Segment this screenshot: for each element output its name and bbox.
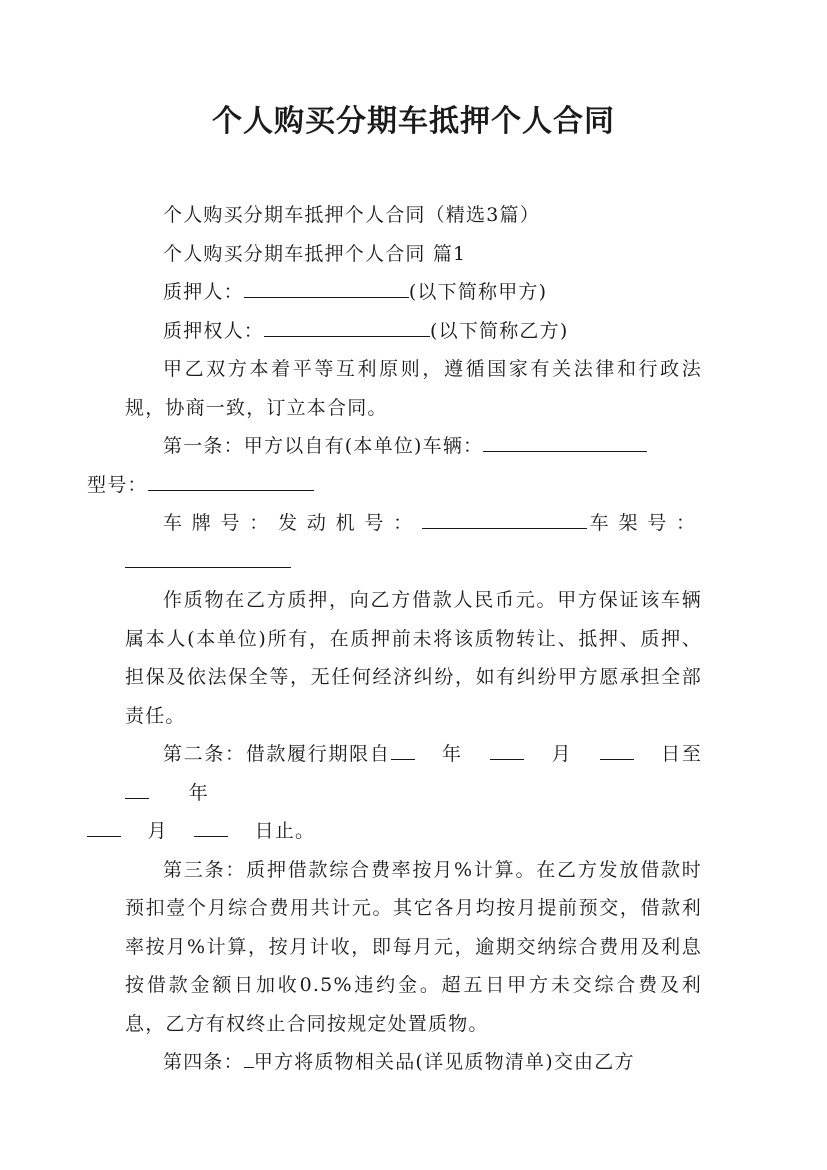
model-blank (148, 468, 314, 491)
article-3: 第三条：质押借款综合费率按月%计算。在乙方发放借款时预扣壹个月综合费用共计元。其它各月均按月提前预交，借款利率按月%计算，按月计收，即每月元，逾期交纳综合费用及利息按借款金额日加收0.5%违约金。超五日甲方未交综合费及利息，乙方有权终止合同按规定处置质物。 (125, 858, 702, 1035)
pledgee-line (125, 312, 702, 351)
article-2-prefix: 第二条：借款履行期限自 (163, 743, 391, 765)
engine-blank (422, 506, 587, 529)
article-1-model-label: 型号： (87, 473, 148, 496)
article-2-month: 月 (551, 743, 573, 765)
intro-line: 个人购买分期车抵押个人合同（精选3篇） (163, 204, 540, 226)
article-4-body: 甲方将质物相关品(详见质物清单)交由乙方 (253, 1051, 635, 1073)
pledgee-blank (264, 314, 430, 337)
preamble-paragraph: 甲乙双方本着平等互利原则，遵循国家有关法律和行政法规，协商一致，订立本合同。 (125, 358, 702, 419)
vehicle-blank (483, 429, 647, 452)
document-body (87, 196, 703, 1082)
article-1-vehicle (87, 427, 702, 504)
document-title: 个人购买分期车抵押个人合同 (212, 104, 615, 139)
pledgee-label: 质押权人： (163, 319, 265, 342)
end-day-blank (194, 814, 228, 837)
article-1-prefix: 第一条：甲方以自有(本单位)车辆： (163, 435, 484, 457)
article-2-month-end: 月 (147, 820, 168, 842)
pledgor-suffix: (以下简称甲方) (408, 281, 548, 303)
article-2 (125, 735, 702, 851)
frame-blank (125, 545, 291, 568)
article-4 (125, 1043, 702, 1082)
article-2-year: 年 (441, 743, 463, 765)
section-title: 个人购买分期车抵押个人合同 篇1 (163, 242, 467, 265)
article-2-day-to: 日至 (661, 743, 703, 765)
end-month-blank (87, 814, 121, 837)
start-month-blank (490, 737, 524, 760)
pledgor-line (125, 273, 702, 312)
article-1-plate-line (125, 504, 702, 543)
pledgee-suffix: (以下简称乙方) (430, 319, 569, 342)
start-day-blank (600, 737, 634, 760)
article-4-prefix: 第四条： (163, 1051, 244, 1073)
frame-blank-line (125, 543, 702, 582)
article-4-blank (244, 1045, 254, 1068)
frame-label: 车架号： (586, 512, 702, 534)
pledgor-label: 质押人： (163, 281, 244, 303)
article-2-day-end: 日止。 (254, 820, 316, 842)
end-year-blank (125, 776, 149, 799)
start-year-blank (391, 737, 415, 760)
pledgor-blank (244, 275, 409, 298)
plate-engine-label: 车牌号：发动机号： (163, 512, 422, 534)
article-2-year-end: 年 (188, 781, 209, 804)
article-1-body: 作质物在乙方质押，向乙方借款人民币元。甲方保证该车辆属本人(本单位)所有，在质押前未将该质物转让、抵押、质押、担保及依法保全等，无任何经济纠纷，如有纠纷甲方愿承担全部责任。 (125, 589, 702, 727)
